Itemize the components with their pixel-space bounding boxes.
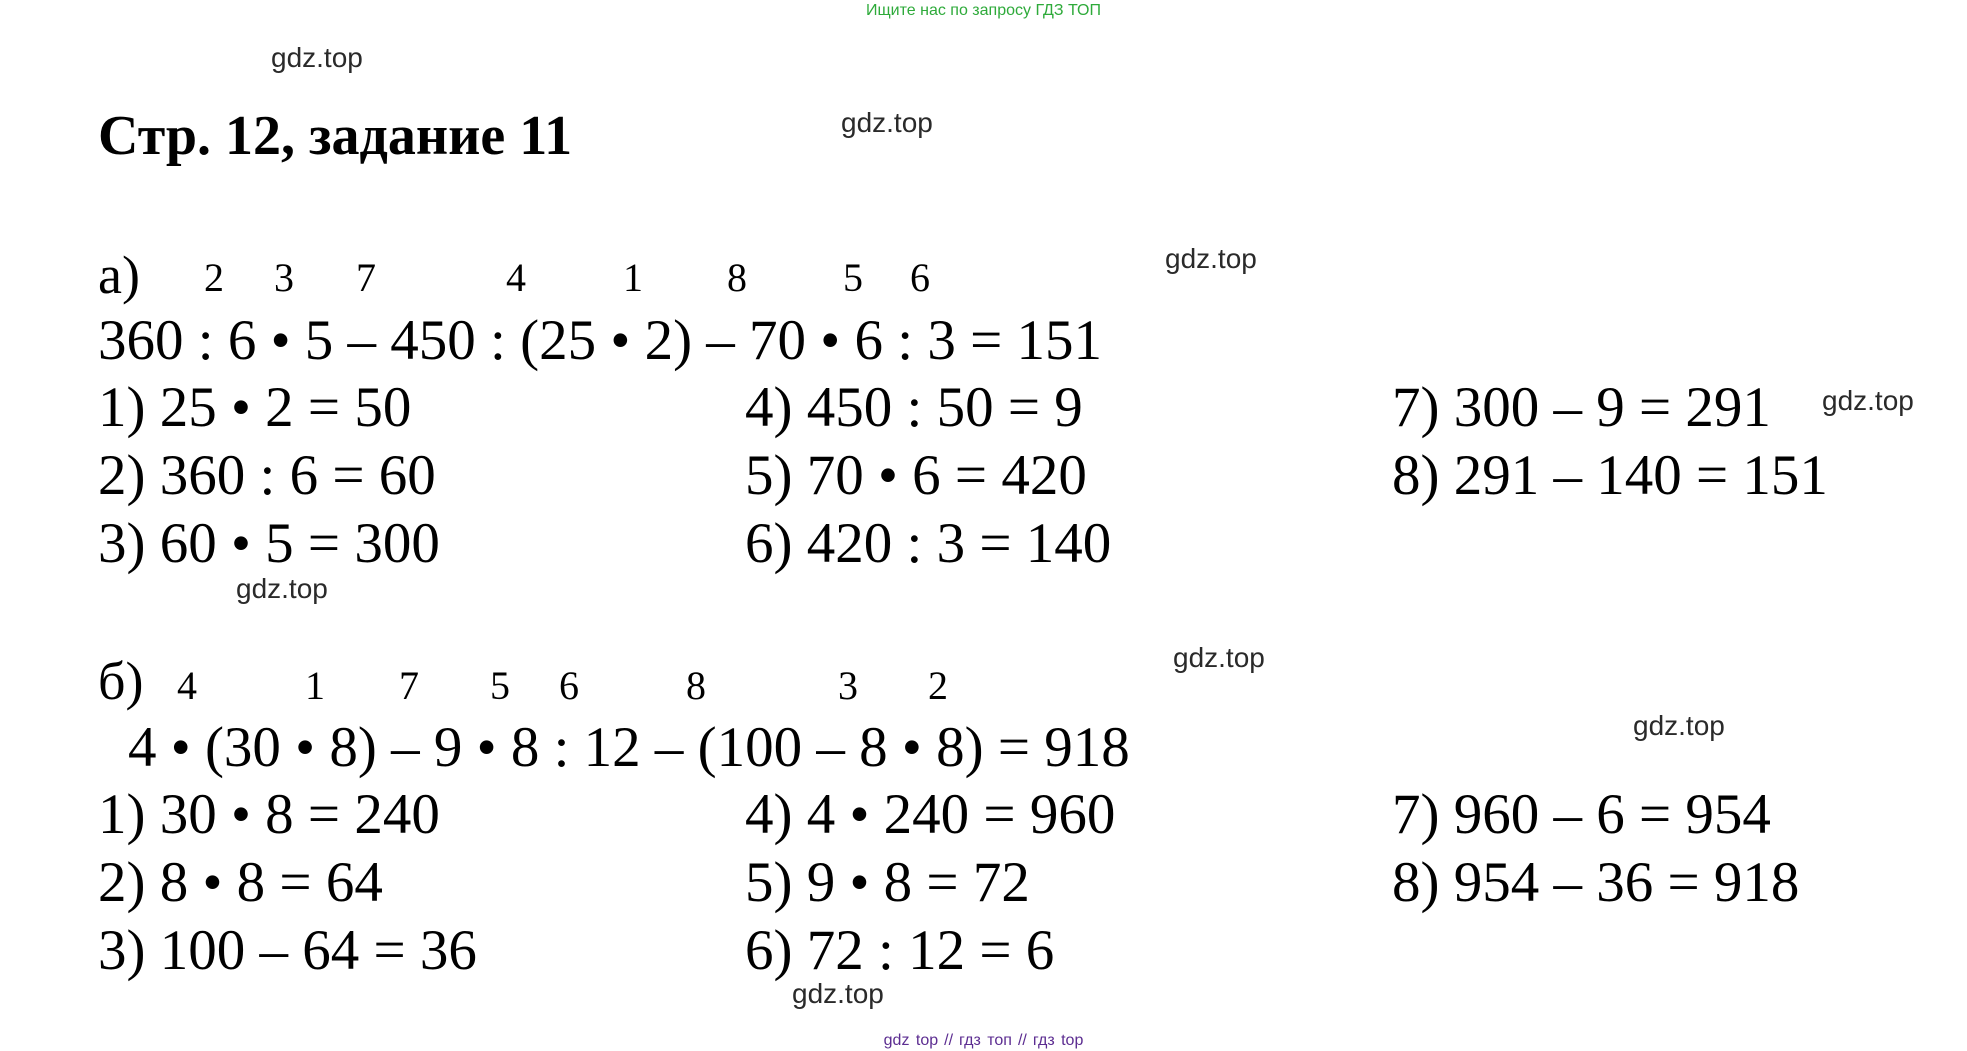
- part-a-step: 2) 360 : 6 = 60: [98, 444, 436, 507]
- footer-separator: //: [1017, 1032, 1027, 1049]
- part-a-expression: 360 : 6 • 5 – 450 : (25 • 2) – 70 • 6 : 3 = 151: [98, 309, 1102, 372]
- part-b-step: 5) 9 • 8 = 72: [745, 851, 1030, 914]
- footer-links: [0, 1031, 1967, 1051]
- footer-link[interactable]: gdz top: [883, 1032, 939, 1049]
- part-a-step: 1) 25 • 2 = 50: [98, 376, 412, 439]
- order-number: 2: [204, 255, 224, 300]
- order-number: 8: [727, 255, 747, 300]
- order-number: 5: [490, 663, 510, 708]
- order-number: 3: [838, 663, 858, 708]
- order-number: 8: [686, 663, 706, 708]
- part-a-step: 8) 291 – 140 = 151: [1392, 444, 1828, 507]
- part-a-step: 7) 300 – 9 = 291: [1392, 376, 1771, 439]
- order-number: 6: [559, 663, 579, 708]
- part-b-step: 1) 30 • 8 = 240: [98, 783, 440, 846]
- watermark: gdz.top: [1633, 710, 1725, 741]
- footer-link[interactable]: гдз top: [1032, 1032, 1084, 1049]
- order-number: 7: [356, 255, 376, 300]
- part-a-step: 3) 60 • 5 = 300: [98, 512, 440, 575]
- watermark: gdz.top: [271, 42, 363, 73]
- order-number: 5: [843, 255, 863, 300]
- footer-separator: //: [944, 1032, 954, 1049]
- part-b-step: 2) 8 • 8 = 64: [98, 851, 383, 914]
- watermark: gdz.top: [792, 978, 884, 1009]
- order-number: 1: [305, 663, 325, 708]
- part-b-label: б): [98, 651, 144, 711]
- search-banner[interactable]: Ищите нас по запросу ГДЗ ТОП: [866, 2, 1101, 19]
- part-b-step: 4) 4 • 240 = 960: [745, 783, 1116, 846]
- order-number: 7: [399, 663, 419, 708]
- part-a-step: 5) 70 • 6 = 420: [745, 444, 1087, 507]
- part-a-step: 4) 450 : 50 = 9: [745, 376, 1083, 439]
- watermark: gdz.top: [841, 107, 933, 138]
- part-b-expression: 4 • (30 • 8) – 9 • 8 : 12 – (100 – 8 • 8) = 918: [128, 716, 1130, 779]
- part-b-step: 6) 72 : 12 = 6: [745, 919, 1055, 982]
- part-b-step: 3) 100 – 64 = 36: [98, 919, 477, 982]
- watermark: gdz.top: [1165, 243, 1257, 274]
- watermark: gdz.top: [1822, 385, 1914, 416]
- order-number: 2: [928, 663, 948, 708]
- watermark: gdz.top: [1173, 642, 1265, 673]
- order-number: 3: [274, 255, 294, 300]
- part-b-step: 7) 960 – 6 = 954: [1392, 783, 1771, 846]
- order-number: 1: [623, 255, 643, 300]
- order-number: 6: [910, 255, 930, 300]
- watermark: gdz.top: [236, 573, 328, 604]
- part-b-step: 8) 954 – 36 = 918: [1392, 851, 1800, 914]
- footer-link[interactable]: гдз топ: [959, 1032, 1012, 1049]
- order-number: 4: [506, 255, 526, 300]
- order-number: 4: [177, 663, 197, 708]
- part-a-label: а): [98, 245, 140, 305]
- page-title: Стр. 12, задание 11: [98, 105, 573, 167]
- part-a-step: 6) 420 : 3 = 140: [745, 512, 1112, 575]
